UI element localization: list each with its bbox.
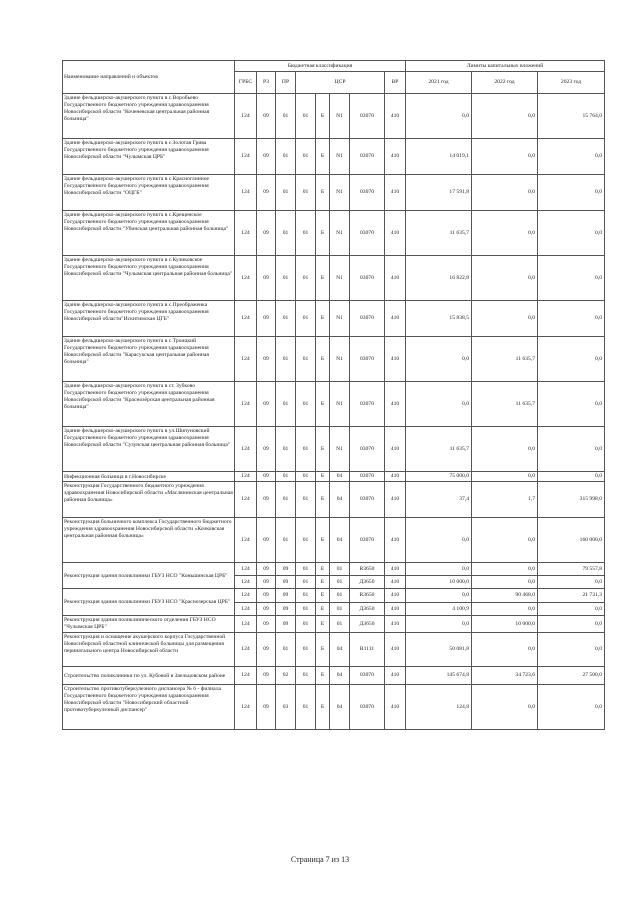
csr-project-cell: 01 [330, 576, 350, 589]
amount-2022-cell: 0,0 [472, 472, 538, 482]
table-row [63, 616, 605, 633]
vr-cell: 410 [385, 301, 406, 337]
csr-subprogram-cell: Е [316, 576, 330, 589]
amount-2022-cell: 0,0 [472, 94, 538, 139]
rz-cell: 09 [257, 301, 276, 337]
csr-program-cell: 01 [296, 576, 316, 589]
csr-subprogram-cell: Б [316, 139, 330, 175]
pr-cell: 09 [276, 576, 296, 589]
pr-cell: 01 [276, 518, 296, 563]
csr-project-cell: 04 [330, 685, 350, 730]
grbs-cell: 124 [235, 667, 257, 685]
amount-2023-cell: 0,0 [538, 427, 605, 472]
grbs-cell: 124 [235, 685, 257, 730]
csr-project-cell: N1 [330, 94, 350, 139]
pr-cell: 09 [276, 603, 296, 616]
csr-subprogram-cell: Б [316, 633, 330, 667]
rz-cell: 09 [257, 472, 276, 482]
csr-project-cell: N1 [330, 139, 350, 175]
object-name-cell: Реконструкция и оснащение акушерского корпуса Государственной Новосибирской областной клинической больницы для размещения перинатального центра Новосибирской области [63, 633, 235, 667]
grbs-cell: 124 [235, 94, 257, 139]
rz-cell: 09 [257, 427, 276, 472]
amount-2022-cell: 0,0 [472, 427, 538, 472]
csr-subprogram-cell: Б [316, 518, 330, 563]
csr-subprogram-cell: Б [316, 94, 330, 139]
csr-direction-cell: 03070 [350, 518, 385, 563]
vr-cell: 410 [385, 603, 406, 616]
object-name-cell: Здание фельдшерско-акушерского пункта в ст. Зубково Государственного бюджетного учреждения здравоохранения Новосибирской области "Краснозёрская центральная районная больница" [63, 382, 235, 427]
csr-project-cell: 01 [330, 589, 350, 603]
amount-2023-cell: 0,0 [538, 685, 605, 730]
csr-subprogram-cell: Б [316, 382, 330, 427]
csr-program-cell: 01 [296, 563, 316, 576]
rz-cell: 09 [257, 211, 276, 256]
csr-subprogram-cell: Б [316, 685, 330, 730]
csr-program-cell: 01 [296, 633, 316, 667]
csr-direction-cell: 03070 [350, 482, 385, 518]
amount-2021-cell: 16 822,8 [406, 256, 472, 301]
rz-cell: 09 [257, 616, 276, 633]
grbs-cell: 124 [235, 576, 257, 589]
csr-project-cell: 04 [330, 667, 350, 685]
amount-2023-cell: 0,0 [538, 382, 605, 427]
vr-cell: 410 [385, 256, 406, 301]
amount-2021-cell: 0,0 [406, 94, 472, 139]
amount-2023-cell: 0,0 [538, 175, 605, 211]
csr-program-cell: 01 [296, 301, 316, 337]
grbs-cell: 124 [235, 616, 257, 633]
csr-subprogram-cell: Б [316, 667, 330, 685]
csr-direction-cell: 03070 [350, 139, 385, 175]
csr-direction-cell: 03070 [350, 472, 385, 482]
csr-subprogram-cell: Б [316, 427, 330, 472]
csr-direction-cell: Д3650 [350, 603, 385, 616]
amount-2021-cell: 15 838,5 [406, 301, 472, 337]
csr-direction-cell: 03070 [350, 256, 385, 301]
grbs-cell: 124 [235, 482, 257, 518]
amount-2023-cell: 21 731,3 [538, 589, 605, 603]
amount-2023-cell: 0,0 [538, 472, 605, 482]
amount-2021-cell: 124,8 [406, 685, 472, 730]
csr-subprogram-cell: Б [316, 482, 330, 518]
object-name-cell: Здание фельдшерско-акушерского пункта в с.Золотая Грива Государственного бюджетного учреждения здравоохранения Новосибирской области "Чулымская ЦРБ" [63, 139, 235, 175]
csr-program-cell: 01 [296, 256, 316, 301]
csr-project-cell: 04 [330, 472, 350, 482]
vr-cell: 410 [385, 211, 406, 256]
amount-2023-cell: 160 000,0 [538, 518, 605, 563]
csr-program-cell: 01 [296, 211, 316, 256]
csr-project-cell: N1 [330, 382, 350, 427]
amount-2023-cell: 15 764,0 [538, 94, 605, 139]
grbs-cell: 124 [235, 211, 257, 256]
rz-cell: 09 [257, 337, 276, 382]
object-name-cell: Здание фельдшерско-акушерского пункта в с.Крещенское Государственного бюджетного учреждения здравоохранения Новосибирской области "Убинская центральная районная больница" [63, 211, 235, 256]
amount-2023-cell: 0,0 [538, 211, 605, 256]
object-name-cell: Реконструкция Государственного бюджетного учреждения здравоохранения Новосибирской области «Маслянинская центральная районная больница» [63, 482, 235, 518]
rz-cell: 09 [257, 603, 276, 616]
vr-cell: 410 [385, 685, 406, 730]
table-row [63, 427, 605, 472]
header-budget-classification: Бюджетная классификация [235, 61, 406, 72]
vr-cell: 410 [385, 139, 406, 175]
amount-2021-cell: 17 591,8 [406, 175, 472, 211]
csr-project-cell: N1 [330, 175, 350, 211]
amount-2022-cell: 0,0 [472, 139, 538, 175]
table-row [63, 589, 605, 603]
csr-direction-cell: 03070 [350, 382, 385, 427]
object-name-cell: Здание фельдшерско-акушерского пункта в с.Преображенка Государственного бюджетного учреждения здравоохранения Новосибирской области"Искитимская ЦГБ" [63, 301, 235, 337]
amount-2023-cell: 315 998,0 [538, 482, 605, 518]
vr-cell: 410 [385, 616, 406, 633]
csr-subprogram-cell: Б [316, 256, 330, 301]
pr-cell: 01 [276, 211, 296, 256]
amount-2021-cell: 4 100,9 [406, 603, 472, 616]
csr-subprogram-cell: Б [316, 337, 330, 382]
amount-2023-cell: 0,0 [538, 301, 605, 337]
pr-cell: 01 [276, 382, 296, 427]
grbs-cell: 124 [235, 633, 257, 667]
object-name-cell: Здание фельдшерско-акушерского пункта в с.Красноглинное Государственного бюджетного учреждения здравоохранения Новосибирской области "ОЦГБ" [63, 175, 235, 211]
grbs-cell: 124 [235, 518, 257, 563]
header-rz: РЗ [257, 72, 276, 94]
vr-cell: 410 [385, 518, 406, 563]
vr-cell: 410 [385, 633, 406, 667]
object-name-cell: Здание фельдшерско-акушерского пункта в с.Воробьево Государственного бюджетного учреждения здравоохранения Новосибирской области "Коченевская центральная районная больница" [63, 94, 235, 139]
pr-cell: 09 [276, 616, 296, 633]
grbs-cell: 124 [235, 139, 257, 175]
object-name-cell: Здание фельдшерско-акушерского пункта в с.Троицкий Государственного бюджетного учреждения здравоохранения Новосибирской области "Карасукская центральная районная больница" [63, 337, 235, 382]
amount-2021-cell: 0,0 [406, 518, 472, 563]
csr-project-cell: 01 [330, 563, 350, 576]
vr-cell: 410 [385, 175, 406, 211]
csr-program-cell: 01 [296, 472, 316, 482]
pr-cell: 09 [276, 563, 296, 576]
pr-cell: 09 [276, 589, 296, 603]
table-row [63, 482, 605, 518]
csr-program-cell: 01 [296, 94, 316, 139]
grbs-cell: 124 [235, 563, 257, 576]
amount-2021-cell: 11 635,7 [406, 211, 472, 256]
csr-program-cell: 01 [296, 616, 316, 633]
csr-direction-cell: 03070 [350, 685, 385, 730]
csr-subprogram-cell: Е [316, 589, 330, 603]
table-header [63, 61, 605, 94]
csr-project-cell: 01 [330, 616, 350, 633]
object-name-cell: Здание фельдшерско-акушерского пункта в с.Куликовское Государственного бюджетного учреждения здравоохранения Новосибирской области "Чулымская центральная районная больница" [63, 256, 235, 301]
object-name-cell: Строительство поликлиники по ул. Кубовой в Заельцовском районе [63, 667, 235, 685]
table-row [63, 472, 605, 482]
csr-program-cell: 01 [296, 482, 316, 518]
csr-subprogram-cell: Б [316, 211, 330, 256]
pr-cell: 01 [276, 482, 296, 518]
header-year-2023: 2023 год [538, 72, 605, 94]
amount-2021-cell: 50 081,8 [406, 633, 472, 667]
csr-project-cell: 04 [330, 518, 350, 563]
amount-2022-cell: 0,0 [472, 301, 538, 337]
pr-cell: 01 [276, 94, 296, 139]
rz-cell: 09 [257, 256, 276, 301]
vr-cell: 410 [385, 576, 406, 589]
grbs-cell: 124 [235, 589, 257, 603]
rz-cell: 09 [257, 589, 276, 603]
amount-2021-cell: 14 019,1 [406, 139, 472, 175]
grbs-cell: 124 [235, 256, 257, 301]
header-pr: ПР [276, 72, 296, 94]
csr-subprogram-cell: Е [316, 563, 330, 576]
pr-cell: 01 [276, 472, 296, 482]
amount-2021-cell: 0,0 [406, 337, 472, 382]
object-name-cell: Реконструкция здания поликлиники ГБУЗ НСО "Коньшинская ЦРБ" [63, 563, 235, 589]
table-row [63, 94, 605, 139]
csr-direction-cell: R3650 [350, 563, 385, 576]
header-name-column: Наименование направлений и объектов [63, 61, 235, 94]
amount-2023-cell: 0,0 [538, 576, 605, 589]
object-name-cell: Инфекционная больница в г.Новосибирске [63, 472, 235, 482]
amount-2022-cell: 0,0 [472, 518, 538, 563]
csr-direction-cell: R1111 [350, 633, 385, 667]
amount-2022-cell: 1,7 [472, 482, 538, 518]
rz-cell: 09 [257, 563, 276, 576]
amount-2021-cell: 0,0 [406, 563, 472, 576]
pr-cell: 01 [276, 256, 296, 301]
vr-cell: 410 [385, 337, 406, 382]
amount-2021-cell: 37,4 [406, 482, 472, 518]
csr-direction-cell: 03070 [350, 427, 385, 472]
pr-cell: 01 [276, 139, 296, 175]
csr-project-cell: N1 [330, 427, 350, 472]
amount-2023-cell: 0,0 [538, 139, 605, 175]
table-row [63, 211, 605, 256]
amount-2023-cell: 0,0 [538, 337, 605, 382]
header-csr: ЦСР [296, 72, 385, 94]
rz-cell: 09 [257, 382, 276, 427]
table-row [63, 256, 605, 301]
vr-cell: 410 [385, 382, 406, 427]
vr-cell: 410 [385, 94, 406, 139]
table-row [63, 337, 605, 382]
rz-cell: 09 [257, 139, 276, 175]
rz-cell: 09 [257, 518, 276, 563]
pr-cell: 01 [276, 175, 296, 211]
csr-direction-cell: 03070 [350, 337, 385, 382]
pr-cell: 01 [276, 427, 296, 472]
rz-cell: 09 [257, 685, 276, 730]
csr-direction-cell: R3650 [350, 589, 385, 603]
csr-program-cell: 01 [296, 518, 316, 563]
vr-cell: 410 [385, 482, 406, 518]
pr-cell: 01 [276, 633, 296, 667]
capital-investments-table [62, 60, 605, 730]
vr-cell: 410 [385, 563, 406, 576]
header-year-2022: 2022 год [472, 72, 538, 94]
amount-2022-cell: 90 468,0 [472, 589, 538, 603]
table-row [63, 382, 605, 427]
amount-2022-cell: 0,0 [472, 633, 538, 667]
amount-2021-cell: 0,0 [406, 382, 472, 427]
amount-2023-cell: 79 557,8 [538, 563, 605, 576]
amount-2023-cell: 0,0 [538, 616, 605, 633]
amount-2022-cell: 0,0 [472, 603, 538, 616]
amount-2023-cell: 27 500,0 [538, 667, 605, 685]
csr-subprogram-cell: Б [316, 175, 330, 211]
rz-cell: 09 [257, 576, 276, 589]
csr-subprogram-cell: Е [316, 603, 330, 616]
csr-program-cell: 01 [296, 685, 316, 730]
amount-2021-cell: 75 000,0 [406, 472, 472, 482]
amount-2021-cell: 10 000,0 [406, 576, 472, 589]
amount-2021-cell: 0,0 [406, 616, 472, 633]
rz-cell: 09 [257, 667, 276, 685]
csr-project-cell: N1 [330, 337, 350, 382]
csr-subprogram-cell: Б [316, 301, 330, 337]
rz-cell: 09 [257, 482, 276, 518]
table-row [63, 301, 605, 337]
pr-cell: 02 [276, 667, 296, 685]
csr-direction-cell: Д3650 [350, 576, 385, 589]
page-number: Страница 7 из 13 [290, 855, 350, 864]
csr-direction-cell: Д3650 [350, 616, 385, 633]
amount-2022-cell: 0,0 [472, 576, 538, 589]
vr-cell: 410 [385, 589, 406, 603]
object-name-cell: Реконструкция больничного комплекса Государственного бюджетного учреждения здравоохранения Новосибирской области «Кочковская центральная районная больница» [63, 518, 235, 563]
pr-cell: 01 [276, 337, 296, 382]
amount-2022-cell: 0,0 [472, 256, 538, 301]
csr-program-cell: 01 [296, 139, 316, 175]
csr-project-cell: N1 [330, 256, 350, 301]
csr-project-cell: N1 [330, 211, 350, 256]
csr-subprogram-cell: Е [316, 616, 330, 633]
amount-2023-cell: 0,0 [538, 603, 605, 616]
csr-project-cell: N1 [330, 301, 350, 337]
csr-project-cell: 01 [330, 603, 350, 616]
vr-cell: 410 [385, 472, 406, 482]
amount-2022-cell: 0,0 [472, 563, 538, 576]
amount-2022-cell: 34 723,6 [472, 667, 538, 685]
table-row [63, 175, 605, 211]
csr-direction-cell: 03070 [350, 667, 385, 685]
header-vr: ВР [385, 72, 406, 94]
amount-2022-cell: 0,0 [472, 175, 538, 211]
amount-2023-cell: 0,0 [538, 633, 605, 667]
pr-cell: 01 [276, 301, 296, 337]
amount-2022-cell: 0,0 [472, 685, 538, 730]
grbs-cell: 124 [235, 337, 257, 382]
amount-2022-cell: 0,0 [472, 211, 538, 256]
rz-cell: 09 [257, 94, 276, 139]
grbs-cell: 124 [235, 382, 257, 427]
csr-direction-cell: 03070 [350, 301, 385, 337]
grbs-cell: 124 [235, 301, 257, 337]
amount-2022-cell: 11 635,7 [472, 337, 538, 382]
rz-cell: 09 [257, 175, 276, 211]
object-name-cell: Реконструкция здания поликлиники ГБУЗ НСО "Краснозерская ЦРБ" [63, 589, 235, 616]
csr-program-cell: 01 [296, 337, 316, 382]
amount-2021-cell: 0,0 [406, 589, 472, 603]
amount-2021-cell: 145 674,8 [406, 667, 472, 685]
table-row [63, 685, 605, 730]
csr-direction-cell: 03070 [350, 211, 385, 256]
table-row [63, 139, 605, 175]
table-row [63, 667, 605, 685]
object-name-cell: Реконструкция здания поликлинического отделения ГБУЗ НСО "Чулымская ЦРБ" [63, 616, 235, 633]
csr-project-cell: 04 [330, 482, 350, 518]
pr-cell: 03 [276, 685, 296, 730]
amount-2021-cell: 11 635,7 [406, 427, 472, 472]
grbs-cell: 124 [235, 472, 257, 482]
csr-program-cell: 01 [296, 175, 316, 211]
amount-2022-cell: 11 635,7 [472, 382, 538, 427]
csr-direction-cell: 03070 [350, 175, 385, 211]
csr-program-cell: 01 [296, 382, 316, 427]
rz-cell: 09 [257, 633, 276, 667]
table-row [63, 518, 605, 563]
csr-project-cell: 04 [330, 633, 350, 667]
header-year-2021: 2021 год [406, 72, 472, 94]
grbs-cell: 124 [235, 175, 257, 211]
csr-program-cell: 01 [296, 603, 316, 616]
vr-cell: 410 [385, 427, 406, 472]
csr-program-cell: 01 [296, 667, 316, 685]
header-grbs: ГРБС [235, 72, 257, 94]
table-body [63, 94, 605, 730]
grbs-cell: 124 [235, 603, 257, 616]
table-row [63, 563, 605, 576]
table-row [63, 633, 605, 667]
csr-direction-cell: 03070 [350, 94, 385, 139]
amount-2023-cell: 0,0 [538, 256, 605, 301]
vr-cell: 410 [385, 667, 406, 685]
object-name-cell: Здание фельдшерско-акушерского пункта в ул.Шипуновский Государственного бюджетного учреждения здравоохранения Новосибирской области "Сузунская центральная районная больница" [63, 427, 235, 472]
csr-program-cell: 01 [296, 427, 316, 472]
header-capital-limits: Лимиты капитальных вложений [406, 61, 605, 72]
csr-program-cell: 01 [296, 589, 316, 603]
csr-subprogram-cell: Б [316, 472, 330, 482]
object-name-cell: Строительство противотуберкулезного диспансера № 6 - филиала Государственного бюджетного учреждения здравоохранения Новосибирской области "Новосибирский областной противотуберкулезный диспансер" [63, 685, 235, 730]
amount-2022-cell: 10 000,0 [472, 616, 538, 633]
grbs-cell: 124 [235, 427, 257, 472]
